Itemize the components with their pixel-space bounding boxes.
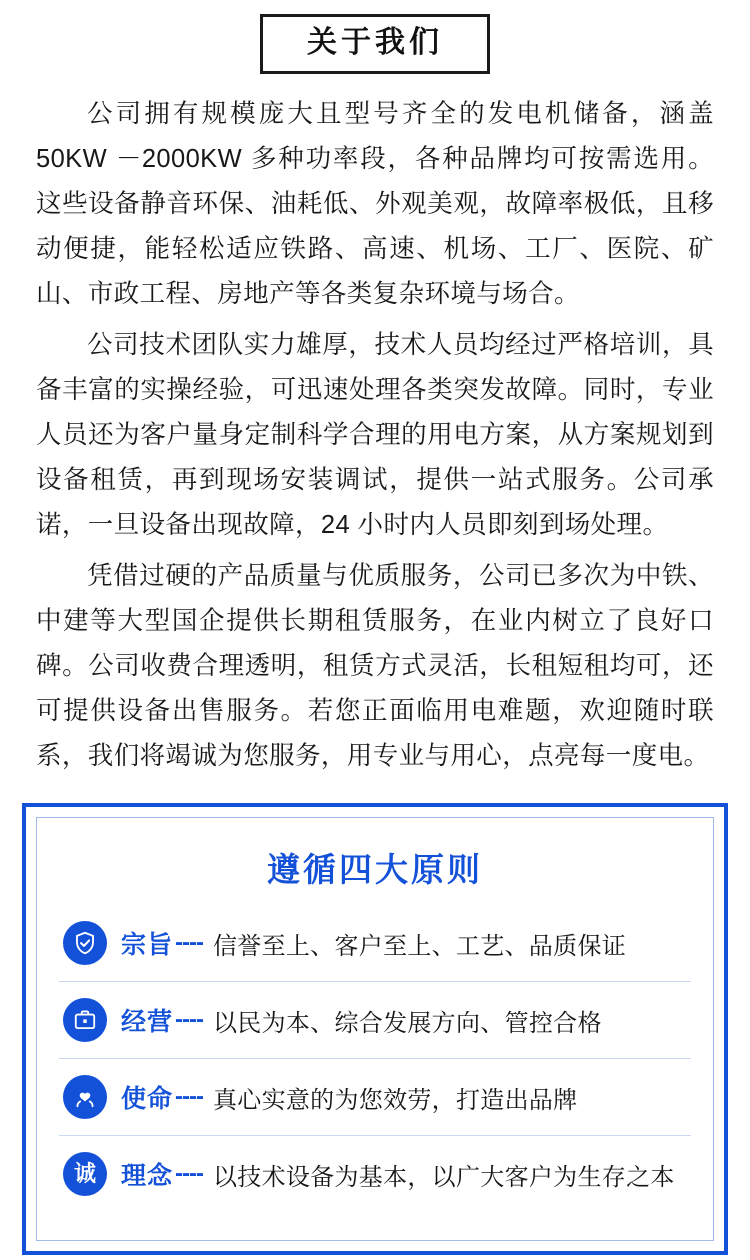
principle-dash: ---- xyxy=(175,1083,203,1110)
paragraph: 公司技术团队实力雄厚，技术人员均经过严格培训，具备丰富的实操经验，可迅速处理各类突发故障。同时，专业人员还为客户量身定制科学合理的用电方案，从方案规划到设备租赁，再到现场安装调试，提供一站式服务。公司承诺，一旦设备出现故障，24 小时内人员即刻到场处理。 xyxy=(36,331,714,539)
principle-dash: ---- xyxy=(175,1006,203,1033)
principles-card xyxy=(22,803,728,1255)
principle-key: 宗旨 xyxy=(121,931,174,959)
principle-value: 真心实意的为您效劳，打造出品牌 xyxy=(212,1086,578,1114)
principles-card-inner xyxy=(36,817,714,1241)
principle-value: 以民为本、综合发展方向、管控合格 xyxy=(212,1009,602,1037)
list-item xyxy=(59,1059,691,1136)
badge-glyph: 诚 xyxy=(73,1161,96,1186)
heart-hands-icon xyxy=(63,1075,107,1119)
cheng-character-icon xyxy=(63,1152,107,1196)
briefcase-icon xyxy=(63,998,107,1042)
list-item xyxy=(59,1136,691,1212)
principles-list xyxy=(59,905,691,1212)
page-title-container xyxy=(0,0,750,74)
paragraph: 公司拥有规模庞大且型号齐全的发电机储备，涵盖50KW －2000KW 多种功率段，各种品牌均可按需选用。这些设备静音环保、油耗低、外观美观，故障率极低，且移动便捷，能轻松适应铁路、高速、机场、工厂、医院、矿山、市政工程、房地产等各类复杂环境与场合。 xyxy=(36,100,714,308)
paragraph: 凭借过硬的产品质量与优质服务，公司已多次为中铁、中建等大型国企提供长期租赁服务，在业内树立了良好口碑。公司收费合理透明，租赁方式灵活，长租短租均可，还可提供设备出售服务。若您正面临用电难题，欢迎随时联系，我们将竭诚为您服务，用专业与用心，点亮每一度电。 xyxy=(36,562,714,770)
principle-dash: ---- xyxy=(175,1160,203,1187)
principle-value: 以技术设备为基本，以广大客户为生存之本 xyxy=(212,1163,675,1191)
principle-key: 经营 xyxy=(121,1008,174,1036)
principle-dash: ---- xyxy=(175,929,203,956)
principle-value: 信誉至上、客户至上、工艺、品质保证 xyxy=(212,932,627,960)
principle-key: 理念 xyxy=(121,1162,174,1190)
principles-title: 遵循四大原则 xyxy=(267,851,483,888)
shield-icon xyxy=(63,921,107,965)
about-body xyxy=(36,92,714,779)
list-item xyxy=(59,905,691,982)
list-item xyxy=(59,982,691,1059)
page-title: 关于我们 xyxy=(260,14,490,74)
principle-key: 使命 xyxy=(121,1085,174,1113)
